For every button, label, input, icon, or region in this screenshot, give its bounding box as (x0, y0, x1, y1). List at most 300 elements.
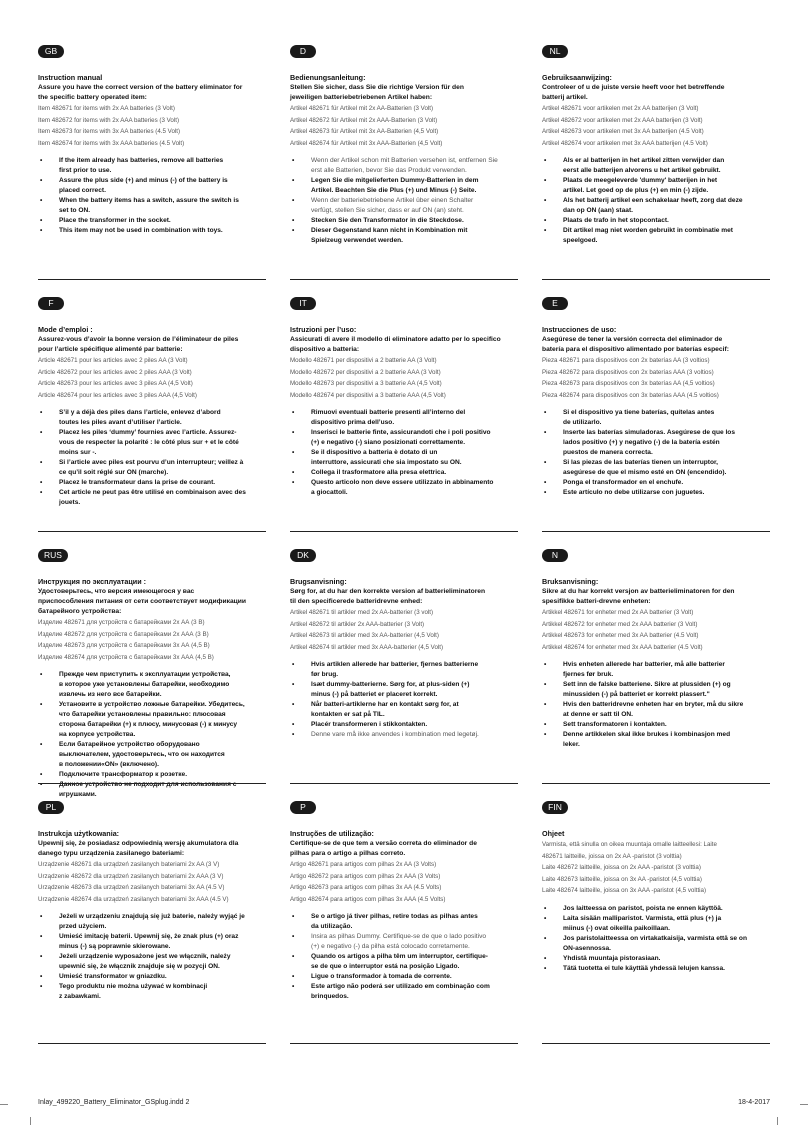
instruction-item (38, 478, 266, 488)
language-code-badge: FIN (542, 801, 568, 814)
instruction-item (542, 964, 770, 974)
item-variant-line: Artikkel 482672 for enheter med 2x AAA batterier (3 Volt) (542, 620, 698, 628)
instruction-item (542, 954, 770, 964)
intro-line: pour l’article spécifique alimenté par batterie: (38, 346, 183, 353)
instruction-line: что батарейки установлены правильно: плюсовая (59, 711, 226, 719)
instruction-line: • Hvis enheten allerede har batterier, må alle batterier (563, 661, 725, 669)
instruction-line: leker. (563, 741, 580, 749)
instruction-line: artikel. Let goed op de plus (+) en min (-) zijde. (563, 187, 709, 195)
section-dk (290, 542, 518, 794)
intro-line: the specific battery operated item: (38, 94, 147, 101)
instruction-line: (+) e negativo (-) da pilha está colocado corretamente. (311, 943, 470, 951)
instruction-line: interruttore, assicurati che sia impostato su ON. (311, 459, 462, 467)
intro-line: приспособления питания от сети соответствует модификации (38, 598, 246, 605)
instruction-line: • Jos laitteessa on paristot, poista ne ennen käyttöä. (563, 904, 723, 912)
instruction-item (542, 730, 770, 750)
instruction-line: dispositivo prima dell’uso. (311, 419, 395, 427)
item-variant-line: Artikel 482672 voor artikelen met 2x AAA batterijen (3 Volt) (542, 116, 703, 124)
section-title: Istruzioni per l’uso: (290, 325, 357, 334)
language-code-badge: PL (38, 801, 64, 814)
instruction-item (290, 730, 518, 740)
section-divider (38, 783, 266, 784)
instruction-line: в которое уже установлены батарейки, необходимо (59, 681, 230, 689)
instruction-line: vous de respecter la polarité : le côté plus sur + et le côté (59, 439, 239, 447)
section-d (290, 38, 518, 290)
item-variant-line: Artigo 482671 para artigos com pilhas 2x AA (3 Volts) (290, 861, 437, 868)
item-variant-line: Pieza 482672 para dispositivos con 2x baterías AAA (3 voltios) (542, 368, 714, 376)
instruction-line: toutes les piles avant d’utiliser l’article. (59, 419, 182, 427)
instruction-item (290, 912, 518, 932)
instruction-line: • Placez le transformateur dans la prise de courant. (59, 479, 216, 487)
language-code-badge: DK (290, 549, 316, 562)
instruction-line: • Si las piezas de las baterías tienen un interruptor, (563, 459, 719, 467)
instruction-line: • Jeżeli w urządzeniu znajdują się już baterie, należy wyjąć je (59, 913, 245, 921)
instruction-line: • Yhdistä muuntaja pistorasiaan. (563, 954, 661, 962)
language-code-badge: F (38, 297, 64, 310)
instruction-line: • Подключите трансформатор к розетке. (59, 771, 188, 779)
instruction-item (542, 226, 770, 246)
instruction-list (290, 156, 518, 246)
instruction-line: игрушками. (59, 791, 97, 799)
item-variant-line: Pieza 482671 para dispositivos con 2x baterías AA (3 voltios) (542, 357, 710, 364)
instruction-line: lados positivo (+) y negativo (-) de la batería estén (563, 439, 720, 447)
instruction-item (290, 216, 518, 226)
instruction-item (290, 952, 518, 972)
instruction-line: • Sett transformatoren i kontakten. (563, 721, 667, 729)
instruction-line: • Assure the plus side (+) and minus (-) of the battery is (59, 177, 228, 185)
instruction-item (542, 458, 770, 478)
language-code-badge: P (290, 801, 316, 814)
section-divider (38, 279, 266, 280)
footer-date: 18-4-2017 (738, 1099, 770, 1106)
intro-line: pilhas para o artigo a pilhas correto. (290, 850, 406, 857)
instruction-line: ce qu’il soit réglé sur ON (marche). (59, 469, 169, 477)
instruction-line: • Jeżeli urządzenie wyposażone jest we włącznik, należy (59, 953, 231, 961)
instruction-line: на корпусе устройства. (59, 731, 136, 739)
instruction-item (290, 720, 518, 730)
section-title: Instruction manual (38, 73, 103, 82)
instruction-list (542, 904, 770, 974)
instruction-line: • Se o artigo já tiver pilhas, retire todas as pilhas antes (311, 913, 478, 921)
crop-mark (800, 1104, 808, 1105)
item-variant-line: Laite 482673 laitteille, joissa on 3x AA -paristot (4,5 volttia) (542, 875, 702, 883)
instruction-line: fjernes før bruk. (563, 671, 614, 679)
instruction-line: Artikel. Beachten Sie die Plus (+) und Minus (-) Seite. (311, 187, 477, 195)
instruction-list (38, 408, 266, 508)
intro-line: Sørg for, at du har den korrekte version af batterieliminatoren (290, 588, 486, 595)
instruction-line: • Stecken Sie den Transformator in die Steckdose. (311, 217, 464, 225)
item-variant-line: Modello 482673 per dispositivi a 3 batterie AA (4,5 Volt) (290, 380, 442, 388)
instruction-line: • Dieser Gegenstand kann nicht in Kombination mit (311, 227, 468, 235)
item-variant-line: Artikel 482673 für Artikel mit 3x AA-Batterien (4,5 Volt) (290, 128, 439, 136)
instruction-line: • Если батарейное устройство оборудовано (59, 741, 200, 749)
item-variant-line: Pieza 482674 para dispositivos con 3x baterías AAA (4.5 voltios) (542, 391, 719, 399)
instruction-item (542, 478, 770, 488)
intro-line: Assure you have the correct version of the battery eliminator for (38, 84, 243, 91)
instruction-item (38, 226, 266, 236)
instruction-line: • Placér transformeren i stikkontakten. (311, 721, 428, 729)
instruction-line: сторона батарейки (+) к плюсу, минусовая (-) к минусу (59, 721, 238, 729)
crop-mark (777, 1117, 778, 1125)
intro-line: Upewnij się, że posiadasz odpowiednią wersję akumulatora dla (38, 840, 239, 847)
instruction-line: • Tätä tuotetta ei tule käyttää yhdessä lelujen kanssa. (563, 964, 725, 972)
instruction-item (290, 680, 518, 700)
instruction-line: • Legen Sie die mitgelieferten Dummy-Batterien in dem (311, 177, 479, 185)
item-variant-line: Изделие 482674 для устройств с батарейками 3х ААА (4,5 В) (38, 653, 214, 661)
item-variant-line: Artikkel 482673 for enheter med 3x AA batterier (4.5 Volt) (542, 632, 699, 640)
instruction-list (290, 660, 518, 740)
instruction-line: przed użyciem. (59, 923, 107, 931)
instruction-line: • Wenn der Artikel schon mit Batterien versehen ist, entfernen Sie (311, 157, 498, 165)
instruction-item (290, 478, 518, 498)
item-variant-line: Artikel 482671 voor artikelen met 2x AA batterijen (3 Volt) (542, 105, 699, 112)
instruction-item (542, 720, 770, 730)
instruction-item (542, 488, 770, 498)
item-variant-line: Artikel 482674 für Artikel mit 3x AAA-Batterien (4,5 Volt) (290, 139, 443, 147)
instruction-line: • Jos paristolaitteessa on virtakatkaisija, varmista että se on (563, 934, 747, 942)
section-title: Instruções de utilização: (290, 829, 374, 838)
instruction-line: • Si l’article avec piles est pourvu d’un interrupteur; veillez à (59, 459, 244, 467)
instruction-item (542, 934, 770, 954)
instruction-item (542, 914, 770, 934)
instruction-line: • Sett inn de falske batteriene. Sikre at plussiden (+) og (563, 681, 731, 689)
intro-line: батарейного устройства: (38, 608, 122, 615)
instruction-line: før brug. (311, 671, 339, 679)
section-divider (542, 531, 770, 532)
section-gb (38, 38, 266, 290)
instruction-item (38, 952, 266, 972)
instruction-item (290, 972, 518, 982)
instruction-item (542, 196, 770, 216)
section-nl (542, 38, 770, 290)
item-variant-line: Изделие 482673 для устройств с батарейками 3х АА (4,5 В) (38, 642, 210, 650)
instruction-line: • Si el dispositivo ya tiene baterías, quítelas antes (563, 409, 715, 417)
instruction-item (290, 982, 518, 1002)
instruction-line: ON-asennossa. (563, 944, 612, 952)
item-variant-line: Artikel 482674 til artikler med 3x AAA-batterier (4,5 Volt) (290, 643, 444, 651)
language-code-badge: N (542, 549, 568, 562)
instruction-line: • Wenn der batteriebetriebene Artikel über einen Schalter (311, 197, 474, 205)
instruction-item (38, 982, 266, 1002)
instruction-line: • This item may not be used in combination with toys. (59, 227, 223, 235)
section-fin (542, 794, 770, 1054)
instruction-line: erst alle Batterien, bevor Sie das Produkt verwenden. (311, 167, 467, 175)
instruction-item (542, 700, 770, 720)
section-divider (38, 531, 266, 532)
instruction-item (38, 972, 266, 982)
instruction-line: z zabawkami. (59, 993, 101, 1001)
instruction-line: • Quando os artigos a pilha têm um interruptor, certifique- (311, 953, 488, 961)
section-title: Instrukcja użytkowania: (38, 829, 120, 838)
item-variant-line: Изделие 482672 для устройств с батарейками 2х ААА (3 В) (38, 630, 209, 638)
instruction-line: • Tego produktu nie można używać w kombinacji (59, 983, 208, 991)
instruction-line: minus (-) są poprawnie skierowane. (59, 943, 171, 951)
instruction-item (38, 216, 266, 226)
section-rus (38, 542, 266, 799)
instruction-line: first prior to use. (59, 167, 112, 175)
instruction-line: • Данное устройство не подходит для использования с (59, 781, 237, 789)
section-it (290, 290, 518, 542)
instruction-line: • Placez les piles ‘dummy’ fournies avec l’article. Assurez- (59, 429, 237, 437)
instruction-list (542, 156, 770, 246)
item-variant-line: Article 482673 pour les articles avec 3 piles AA (4,5 Volt) (38, 380, 193, 388)
item-variant-line: Artikel 482672 für Artikel mit 2x AAA-Batterien (3 Volt) (290, 116, 438, 124)
instruction-list (38, 912, 266, 1002)
instruction-line: • Plaats de meegeleverde 'dummy' batterijen in het (563, 177, 718, 185)
item-variant-line: Artigo 482672 para artigos com pilhas 2x AAA (3 Volts) (290, 872, 441, 880)
instruction-line: jouets. (59, 499, 81, 507)
section-title: Gebruiksaanwijzing: (542, 73, 612, 82)
instruction-line: • Se il dispositivo a batteria è dotato di un (311, 449, 438, 457)
instruction-item (38, 770, 266, 780)
instruction-item (38, 932, 266, 952)
instruction-line: • If the item already has batteries, remove all batteries (59, 157, 224, 165)
instruction-line: at denne er satt til ON. (563, 711, 633, 719)
intro-line: batterij artikel. (542, 94, 588, 101)
instruction-line: puestos de manera correcta. (563, 449, 653, 457)
item-variant-line: Item 482673 for items with 3x AA batteries (4.5 Volt) (38, 128, 181, 136)
item-variant-line: Article 482672 pour les articles avec 2 piles AAA (3 Volt) (38, 368, 192, 376)
instruction-item (290, 196, 518, 216)
section-title: Ohjeet (542, 829, 565, 838)
instruction-item (290, 932, 518, 952)
section-divider (38, 1043, 266, 1044)
crop-mark (30, 1117, 31, 1125)
instruction-line: • Inserte las baterías simuladoras. Asegúrese de que los (563, 429, 735, 437)
intro-line: batería para el dispositivo alimentado por baterías especif: (542, 346, 729, 353)
instruction-list (38, 156, 266, 236)
intro-line: Assurez-vous d’avoir la bonne version de l’éliminateur de piles (38, 336, 239, 343)
instruction-item (38, 156, 266, 176)
instruction-item (542, 408, 770, 428)
language-grid (38, 38, 770, 1054)
instruction-line: minussiden (-) på batteriet er korrekt plassert." (563, 691, 710, 699)
footer-filename: Inlay_499220_Battery_Eliminator_GSplug.indd 2 (38, 1099, 190, 1106)
instruction-list (290, 912, 518, 1002)
instruction-line: • Collega il trasformatore alla presa elettrica. (311, 469, 447, 477)
instruction-item (542, 904, 770, 914)
intro-line: jeweiligen batteriebetriebenen Artikel haben: (290, 94, 433, 101)
instruction-item (290, 226, 518, 246)
crop-mark (0, 1104, 8, 1105)
section-title: Instrucciones de uso: (542, 325, 617, 334)
section-title: Bruksanvisning: (542, 577, 599, 586)
instruction-list (542, 408, 770, 498)
language-code-badge: IT (290, 297, 316, 310)
instruction-item (38, 196, 266, 216)
instruction-item (542, 176, 770, 196)
instruction-line: • Прежде чем приступить к эксплуатации устройства, (59, 671, 231, 679)
instruction-item (38, 428, 266, 458)
item-variant-line: Article 482674 pour les articles avec 3 piles AAA (4,5 Volt) (38, 391, 197, 399)
instruction-line: • Questo articolo non deve essere utilizzato in abbinamento (311, 479, 494, 487)
instruction-line: • Isæt dummy-batterierne. Sørg for, at plus-siden (+) (311, 681, 470, 689)
intro-line: danego typu urządzenia zasilanego bateriami: (38, 850, 185, 857)
intro-line: Controleer of u de juiste versie heeft voor het betreffende (542, 84, 725, 91)
instruction-line: • Este artículo no debe utilizarse con juguetes. (563, 489, 705, 497)
item-variant-line: Artikel 482672 til artikler 2x AAA-batterier (3 Volt) (290, 620, 425, 628)
instruction-line: de utilizarlo. (563, 419, 602, 427)
instruction-item (38, 670, 266, 700)
section-divider (290, 783, 518, 784)
instruction-line: в положении«ON» (включено). (59, 761, 159, 769)
instruction-item (290, 468, 518, 478)
language-code-badge: GB (38, 45, 64, 58)
instruction-line: • Dit artikel mag niet worden gebruikt in combinatie met (563, 227, 734, 235)
language-code-badge: NL (542, 45, 568, 58)
instruction-item (290, 428, 518, 448)
instruction-line: • Ligue o transformador à tomada de corrente. (311, 973, 452, 981)
instruction-line: • Cet article ne peut pas être utilisé en combinaison avec des (59, 489, 246, 497)
instruction-line: speelgoed. (563, 237, 598, 245)
section-title: Инструкция по эксплуатации : (38, 577, 147, 586)
language-code-badge: RUS (38, 549, 68, 562)
section-f (38, 290, 266, 542)
instruction-item (290, 660, 518, 680)
intro-line: til den specificerede batteridrevne enhed: (290, 598, 423, 605)
instruction-item (38, 176, 266, 196)
instruction-line: asegúrese de que el mismo esté en ON (encendido). (563, 469, 727, 477)
instruction-item (38, 740, 266, 770)
intro-line: Asegúrese de tener la versión correcta del eliminador de (542, 336, 723, 343)
instruction-line: verfügt, stellen Sie sicher, dass er auf ON (an) steht. (311, 207, 464, 215)
item-variant-line: Item 482672 for items with 2x AAA batteries (3 Volt) (38, 116, 180, 124)
section-title: Bedienungsanleitung: (290, 73, 366, 82)
section-title: Brugsanvisning: (290, 577, 347, 586)
section-divider (290, 1043, 518, 1044)
instruction-list (290, 408, 518, 498)
instruction-item (38, 488, 266, 508)
item-variant-line: Urządzenie 482674 dla urządzeń zasilanych bateriami 3x AAA (4.5 V) (38, 895, 229, 903)
instruction-item (38, 912, 266, 932)
item-variant-line: Urządzenie 482672 dla urządzeń zasilanych bateriami 2x AAA (3 V) (38, 872, 224, 880)
item-variant-line: Urządzenie 482673 dla urządzeń zasilanych bateriami 3x AA (4.5 V) (38, 884, 225, 892)
item-variant-line: Artikel 482671 til artikler med 2x AA-batterier (3 volt) (290, 609, 434, 616)
item-variant-line: Artikel 482671 für Artikel mit 2x AA-Batterien (3 Volt) (290, 105, 434, 112)
instruction-item (542, 660, 770, 680)
instruction-line: Spielzeug verwendet werden. (311, 237, 403, 245)
instruction-item (290, 448, 518, 468)
item-variant-line: Urządzenie 482671 dla urządzeń zasilanych bateriami 2x AA (3 V) (38, 861, 220, 868)
instruction-line: moins sur -. (59, 449, 97, 457)
item-variant-line: Artigo 482674 para artigos com pilhas 3x AAA (4.5 Volts) (290, 895, 446, 903)
instruction-line: da utilização. (311, 923, 353, 931)
section-n (542, 542, 770, 794)
instruction-list (38, 670, 266, 800)
item-variant-line: Изделие 482671 для устройств с батарейками 2х АА (3 В) (38, 619, 205, 626)
instruction-line: a giocattoli. (311, 489, 348, 497)
item-variant-line: Modello 482672 per dispositivi a 2 batterie AAA (3 Volt) (290, 368, 441, 376)
item-variant-line: 482671 laitteille, joissa on 2x AA -paristot (3 volttia) (542, 852, 682, 860)
instruction-line: brinquedos. (311, 993, 349, 1001)
section-p (290, 794, 518, 1054)
intro-line: spesifikke batteri-drevne enheten: (542, 598, 651, 605)
intro-line: Удостоверьтесь, что версия имеющегося у вас (38, 588, 195, 595)
item-variant-line: Pieza 482673 para dispositivos con 3x baterías AA (4,5 voltios) (542, 380, 715, 388)
instruction-item (290, 700, 518, 720)
instruction-line: • Als het batterij artikel een schakelaar heeft, zorg dat deze (563, 197, 743, 205)
instruction-line: (+) e negativo (-) siano posizionati correttamente. (311, 439, 466, 447)
instruction-line: • Rimuovi eventuali batterie presenti all’interno del (311, 409, 466, 417)
instruction-item (290, 408, 518, 428)
instruction-line: • Insira as pilhas Dummy. Certifique-se de que o lado positivo (311, 933, 487, 941)
instruction-line: set to ON. (59, 207, 91, 215)
instruction-item (38, 408, 266, 428)
instruction-line: • Denne vare må ikke anvendes i kombination med legetøj. (311, 731, 479, 739)
instruction-list (542, 660, 770, 750)
instruction-item (542, 216, 770, 226)
section-divider (542, 783, 770, 784)
instruction-item (542, 156, 770, 176)
item-variant-line: Laite 482672 laitteille, joissa on 2x AAA -paristot (3 volttia) (542, 864, 701, 872)
section-e (542, 290, 770, 542)
instruction-item (38, 700, 266, 740)
instruction-line: • Inserisci le batterie finte, assicurandoti che i poli positivo (311, 429, 491, 437)
instruction-line: upewnić się, że włącznik znajduje się w pozycji ON. (59, 963, 220, 971)
instruction-line: • Laita sisään malliparistot. Varmista, että plus (+) ja (563, 914, 722, 922)
instruction-line: • Ponga el transformador en el enchufe. (563, 479, 684, 487)
instruction-line: eerst alle batterijen alvorens u het artikel gebruikt. (563, 167, 721, 175)
section-divider (542, 279, 770, 280)
item-variant-line: Modello 482674 per dispositivi a 3 batterie AAA (4,5 Volt) (290, 391, 446, 399)
language-code-badge: E (542, 297, 568, 310)
item-variant-line: Artikel 482673 voor artikelen met 3x AA batterijen (4.5 Volt) (542, 128, 704, 136)
instruction-item (38, 458, 266, 478)
instruction-item (290, 176, 518, 196)
item-variant-line: Artigo 482673 para artigos com pilhas 3x AA (4.5 Volts) (290, 884, 442, 892)
instruction-line: выключателем, удостоверьтесь, что он находится (59, 751, 225, 759)
instruction-line: minus (-) på batteriet er placeret korrekt. (311, 691, 438, 699)
instruction-line: kontakten er sat på TIL. (311, 711, 385, 719)
instruction-line: • Hvis artiklen allerede har batterier, fjernes batterierne (311, 661, 479, 669)
item-variant-line: Varmista, että sinulla on oikea muuntaja omalle laitteellesi: Laite (542, 841, 717, 848)
instruction-line: • Place the transformer in the socket. (59, 217, 171, 225)
instruction-item (542, 428, 770, 458)
intro-line: Assicurati di avere il modello di eliminatore adatto per lo specifico (290, 336, 501, 343)
instruction-line: • Установите в устройство ложные батарейки. Убедитесь, (59, 701, 245, 709)
instruction-line: • Umieść imitację baterii. Upewnij się, że znak plus (+) oraz (59, 933, 239, 941)
instruction-item (542, 680, 770, 700)
instruction-line: • Este artigo não poderá ser utilizado em combinação com (311, 983, 490, 991)
section-divider (542, 1043, 770, 1044)
intro-line: Stellen Sie sicher, dass Sie die richtige Version für den (290, 84, 464, 91)
section-divider (290, 279, 518, 280)
instruction-line: • Hvis den batteridrevne enheten har en bryter, må du sikre (563, 701, 744, 709)
section-title: Mode d’emploi : (38, 325, 93, 334)
instruction-line: • When the battery items has a switch, assure the switch is (59, 197, 239, 205)
instruction-line: se de que o interruptor está na posição Ligado. (311, 963, 460, 971)
item-variant-line: Artikkel 482671 for enheter med 2x AA batterier (3 Volt) (542, 609, 694, 616)
language-code-badge: D (290, 45, 316, 58)
item-variant-line: Artikkel 482674 for enheter med 3x AAA batterier (4.5 Volt) (542, 643, 703, 651)
instruction-line: • Plaats de trafo in het stopcontact. (563, 217, 669, 225)
item-variant-line: Item 482674 for items with 3x AAA batteries (4.5 Volt) (38, 139, 185, 147)
instruction-line: • Denne artikkelen skal ikke brukes i kombinasjon med (563, 731, 731, 739)
item-variant-line: Article 482671 pour les articles avec 2 piles AA (3 Volt) (38, 357, 188, 364)
instruction-line: • S’il y a déjà des piles dans l’article, enlevez d’abord (59, 409, 221, 417)
intro-line: Sikre at du har korrekt versjon av batterieliminatoren for den (542, 588, 735, 595)
item-variant-line: Laite 482674 laitteille, joissa on 3x AAA -paristot (4,5 volttia) (542, 887, 707, 895)
instruction-line: placed correct. (59, 187, 106, 195)
section-divider (290, 531, 518, 532)
item-variant-line: Item 482671 for items with 2x AA batteries (3 Volt) (38, 105, 175, 112)
item-variant-line: Modello 482671 per dispositivi a 2 batterie AA (3 Volt) (290, 357, 437, 364)
instruction-line: • Når batteri-artiklerne har en kontakt sørg for, at (311, 701, 459, 709)
instruction-line: miinus (-) ovat oikeilla paikoillaan. (563, 924, 670, 932)
item-variant-line: Artikel 482674 voor artikelen met 3x AAA batterijen (4.5 Volt) (542, 139, 708, 147)
item-variant-line: Artikel 482673 til artikler med 3x AA-batterier (4,5 Volt) (290, 632, 439, 640)
section-pl (38, 794, 266, 1054)
